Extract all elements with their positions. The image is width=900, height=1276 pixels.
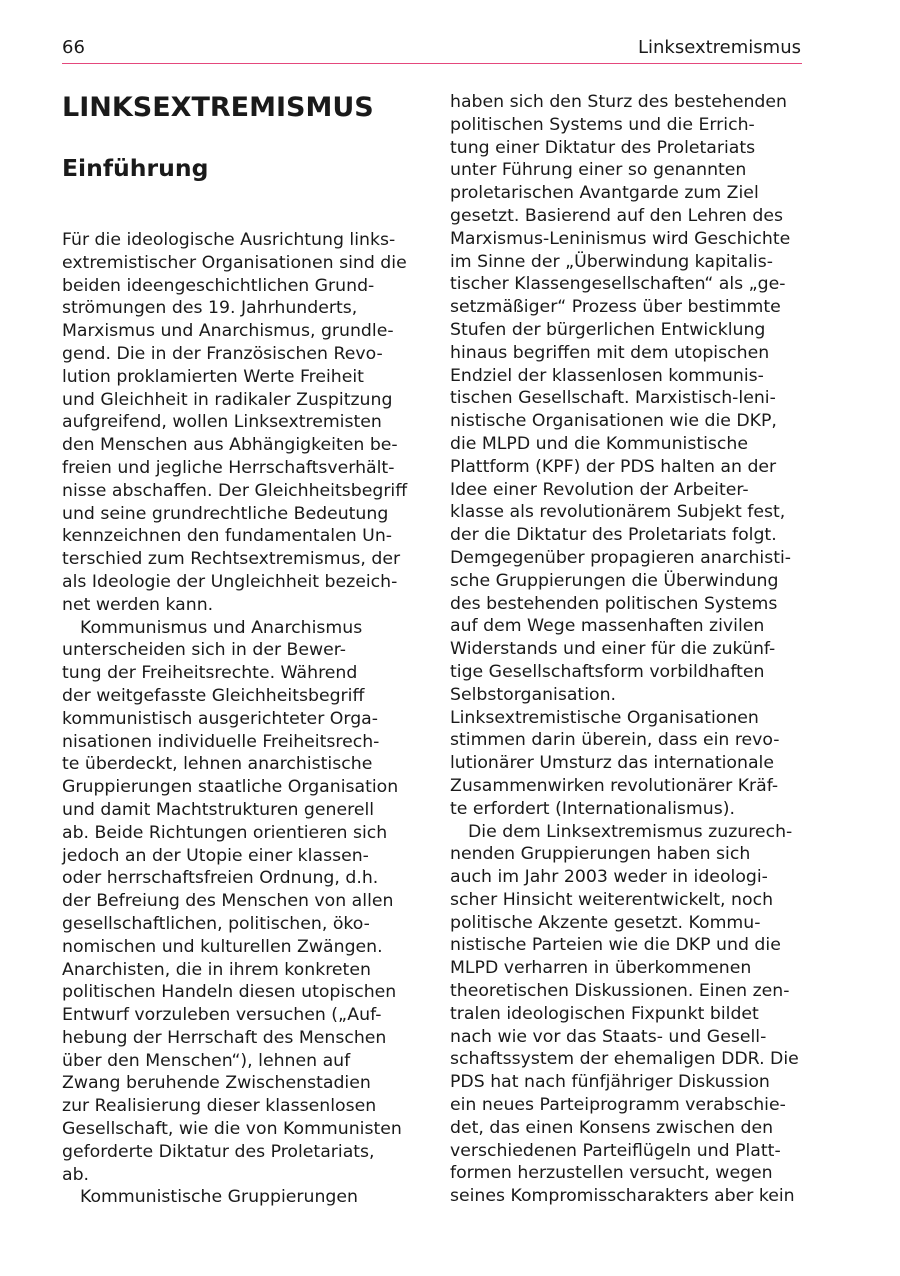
text-line: kennzeichnen den fundamentalen Un- xyxy=(62,526,393,547)
running-header: Linksextremismus xyxy=(637,37,801,58)
text-line: jedoch an der Utopie einer klassen- xyxy=(62,845,369,866)
text-line: Widerstands und einer für die zukünf- xyxy=(450,639,776,660)
text-line: Anarchisten, die in ihrem konkreten xyxy=(62,959,371,980)
text-line: Zwang beruhende Zwischenstadien xyxy=(62,1073,371,1094)
text-line: theoretischen Diskussionen. Einen zen- xyxy=(450,981,790,1002)
text-line: proletarischen Avantgarde zum Ziel xyxy=(450,183,759,204)
text-line: hebung der Herrschaft des Menschen xyxy=(62,1027,387,1048)
text-line: im Sinne der „Überwindung kapitalis- xyxy=(450,251,773,272)
text-line: freien und jegliche Herrschaftsverhält- xyxy=(62,457,395,478)
text-line: auch im Jahr 2003 weder in ideologi- xyxy=(450,867,768,888)
text-line: seines Kompromisscharakters aber kein xyxy=(450,1186,795,1207)
text-line: terschied zum Rechtsextremismus, der xyxy=(62,549,401,570)
text-line: Selbstorganisation. xyxy=(450,684,617,705)
text-line: Die dem Linksextremismus zuzurech- xyxy=(468,821,793,842)
text-line: PDS hat nach fünfjähriger Diskussion xyxy=(450,1072,770,1093)
text-line: der weitgefasste Gleichheitsbegriff xyxy=(62,685,365,706)
text-line: stimmen darin überein, dass ein revo- xyxy=(450,730,780,751)
text-line: die MLPD und die Kommunistische xyxy=(450,433,749,454)
text-line: zur Realisierung dieser klassenlosen xyxy=(62,1096,377,1117)
text-line: Marxismus-Leninismus wird Geschichte xyxy=(450,228,791,249)
left-text-column xyxy=(62,229,422,1209)
text-line: setzmäßiger“ Prozess über bestimmte xyxy=(450,297,781,318)
text-line: gesellschaftlichen, politischen, öko- xyxy=(62,913,370,934)
text-line: als Ideologie der Ungleichheit bezeich- xyxy=(62,571,398,592)
text-line: schaftssystem der ehemaligen DDR. Die xyxy=(450,1049,799,1070)
text-line: unter Führung einer so genannten xyxy=(450,160,747,181)
text-line: tige Gesellschaftsform vorbildhaften xyxy=(450,661,765,682)
text-line: tischen Gesellschaft. Marxistisch-leni- xyxy=(450,388,776,409)
text-line: Gruppierungen staatliche Organisation xyxy=(62,777,399,798)
text-line: tung der Freiheitsrechte. Während xyxy=(62,663,358,684)
text-line: Gesellschaft, wie die von Kommunisten xyxy=(62,1119,402,1140)
text-line: Idee einer Revolution der Arbeiter- xyxy=(450,479,749,500)
text-line: te erfordert (Internationalismus). xyxy=(450,798,735,819)
text-line: der die Diktatur des Proletariats folgt. xyxy=(450,525,777,546)
text-line: nomischen und kulturellen Zwängen. xyxy=(62,936,383,957)
text-line: tralen ideologischen Fixpunkt bildet xyxy=(450,1003,759,1024)
text-line: politische Akzente gesetzt. Kommu- xyxy=(450,912,761,933)
text-line: extremistischer Organisationen sind die xyxy=(62,252,407,273)
text-line: gend. Die in der Französischen Revo- xyxy=(62,343,383,364)
right-text-column xyxy=(450,91,810,1208)
text-line: hinaus begriffen mit dem utopischen xyxy=(450,342,770,363)
text-line: Kommunismus und Anarchismus xyxy=(80,617,363,638)
text-line: MLPD verharren in überkommenen xyxy=(450,958,752,979)
text-line: Kommunistische Gruppierungen xyxy=(80,1187,358,1208)
text-line: unterscheiden sich in der Bewer- xyxy=(62,640,347,661)
text-line: te überdeckt, lehnen anarchistische xyxy=(62,754,373,775)
text-line: verschiedenen Parteiflügeln und Platt- xyxy=(450,1140,781,1161)
text-line: nach wie vor das Staats- und Gesell- xyxy=(450,1026,767,1047)
text-line: kommunistisch ausgerichteter Orga- xyxy=(62,708,378,729)
text-line: strömungen des 19. Jahrhunderts, xyxy=(62,298,358,319)
text-line: klasse als revolutionärem Subjekt fest, xyxy=(450,502,786,523)
header-rule xyxy=(62,63,802,64)
text-line: Demgegenüber propagieren anarchisti- xyxy=(450,547,792,568)
text-line: det, das einen Konsens zwischen den xyxy=(450,1117,774,1138)
text-line: und Gleichheit in radikaler Zuspitzung xyxy=(62,389,393,410)
text-line: Zusammenwirken revolutionärer Kräf- xyxy=(450,775,779,796)
text-line: und seine grundrechtliche Bedeutung xyxy=(62,503,389,524)
text-line: ab. xyxy=(62,1164,90,1185)
text-line: nistische Organisationen wie die DKP, xyxy=(450,411,777,432)
text-line: formen herzustellen versucht, wegen xyxy=(450,1163,773,1184)
text-line: tung einer Diktatur des Proletariats xyxy=(450,137,756,158)
text-line: scher Hinsicht weiterentwickelt, noch xyxy=(450,889,774,910)
text-line: ein neues Parteiprogramm verabschie- xyxy=(450,1095,786,1116)
text-line: lutionärer Umsturz das internationale xyxy=(450,753,774,774)
text-line: Entwurf vorzuleben versuchen („Auf- xyxy=(62,1005,382,1026)
text-line: lution proklamierten Werte Freiheit xyxy=(62,366,364,387)
text-line: der Befreiung des Menschen von allen xyxy=(62,891,394,912)
text-line: sche Gruppierungen die Überwindung xyxy=(450,570,779,591)
text-line: nenden Gruppierungen haben sich xyxy=(450,844,751,865)
text-line: beiden ideengeschichtlichen Grund- xyxy=(62,275,375,296)
text-line: politischen Systems und die Errich- xyxy=(450,114,755,135)
text-line: Marxismus und Anarchismus, grundle- xyxy=(62,321,394,342)
text-line: aufgreifend, wollen Linksextremisten xyxy=(62,412,382,433)
text-line: ab. Beide Richtungen orientieren sich xyxy=(62,822,388,843)
text-line: den Menschen aus Abhängigkeiten be- xyxy=(62,435,398,456)
text-line: Endziel der klassenlosen kommunis- xyxy=(450,365,764,386)
text-line: geforderte Diktatur des Proletariats, xyxy=(62,1141,375,1162)
text-line: auf dem Wege massenhaften zivilen xyxy=(450,616,765,637)
text-line: nisse abschaffen. Der Gleichheitsbegriff xyxy=(62,480,408,501)
text-line: und damit Machtstrukturen generell xyxy=(62,799,375,820)
page-number: 66 xyxy=(62,37,85,58)
text-line: nistische Parteien wie die DKP und die xyxy=(450,935,781,956)
text-line: haben sich den Sturz des bestehenden xyxy=(450,92,787,112)
text-line: tischer Klassengesellschaften“ als „ge- xyxy=(450,274,786,295)
text-line: politischen Handeln diesen utopischen xyxy=(62,982,397,1003)
text-line: nisationen individuelle Freiheitsrech- xyxy=(62,731,380,752)
text-line: gesetzt. Basierend auf den Lehren des xyxy=(450,205,783,226)
section-title: Einführung xyxy=(62,154,209,182)
text-line: Für die ideologische Ausrichtung links- xyxy=(62,230,396,250)
text-line: über den Menschen“), lehnen auf xyxy=(62,1050,351,1071)
text-line: Linksextremistische Organisationen xyxy=(450,707,759,728)
text-line: oder herrschaftsfreien Ordnung, d.h. xyxy=(62,868,379,889)
text-line: des bestehenden politischen Systems xyxy=(450,593,778,614)
text-line: net werden kann. xyxy=(62,594,214,615)
text-line: Stufen der bürgerlichen Entwicklung xyxy=(450,319,766,340)
chapter-title: LINKSEXTREMISMUS xyxy=(62,92,374,123)
text-line: Plattform (KPF) der PDS halten an der xyxy=(450,456,777,477)
